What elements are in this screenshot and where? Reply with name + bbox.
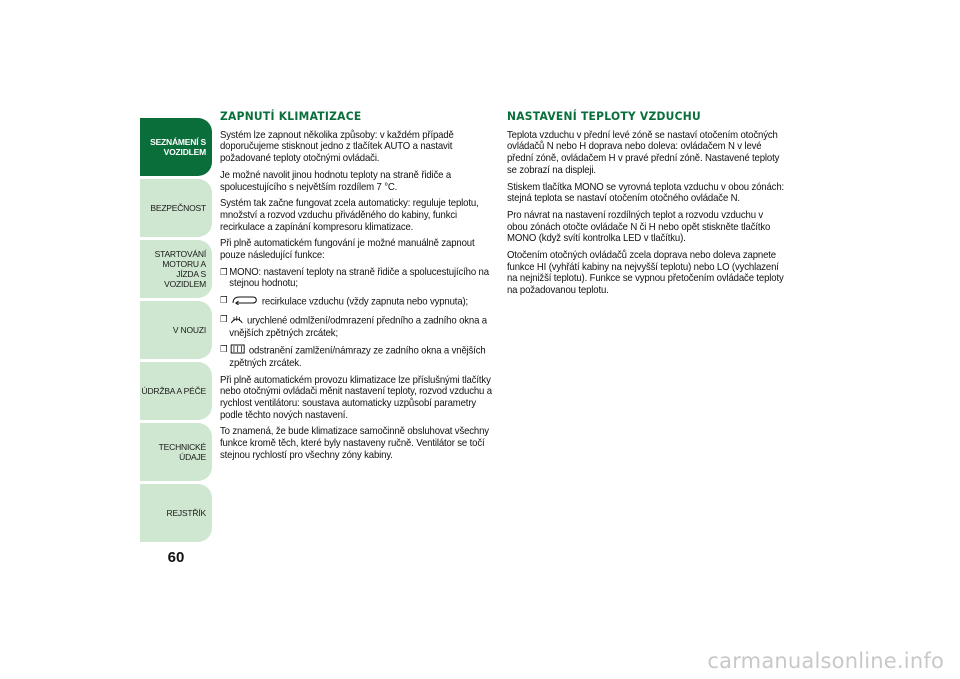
list-item-text: MONO: nastavení teploty na straně řidiče a spolucestujícího na stejnou hodnotu; [229, 266, 489, 290]
right-column [507, 111, 784, 302]
list-item-text: odstranění zamlžení/námrazy ze zadního okna a vnějších zpětných zrcátek. [229, 345, 486, 369]
paragraph: Teplota vzduchu v přední levé zóně se nastaví otočením otočných ovládačů N nebo H doprava nebo doleva: ovládačem N v levé přední zóně, ovládačem H v pravé přední zóně. Nastavené teploty se zobrazí na displeji. [507, 129, 780, 176]
list-item [220, 295, 497, 309]
rear-defrost-icon [230, 344, 245, 358]
recirculation-icon [230, 295, 258, 309]
paragraph: Je možné navolit jinou hodnotu teploty na straně řidiče a spolucestujícího s největším rozdílem 7 °C. [220, 169, 452, 193]
page-number: 60 [167, 549, 185, 566]
tab-rejstrik[interactable] [140, 484, 212, 542]
paragraph: Systém tak začne fungovat zcela automaticky: reguluje teplotu, množství a rozvod vzduchu přiváděného do kabiny, funkci recirkulace a zapínání kompresoru klimatizace. [220, 198, 479, 233]
list-item-text: recirkulace vzduchu (vždy zapnuta nebo vypnuta); [261, 296, 469, 308]
checkbox-bullet-icon: ❒ [220, 313, 228, 324]
tab-label: TECHNICKÉ ÚDAJE [158, 442, 206, 462]
checkbox-bullet-icon: ❒ [220, 266, 228, 277]
checkbox-bullet-icon: ❒ [220, 295, 228, 306]
tab-label: ÚDRŽBA A PÉČE [141, 386, 206, 396]
list-item-text: urychlené odmlžení/odmrazení předního a zadního okna a vnějších zpětných zrcátek; [229, 315, 487, 339]
tab-label: SEZNÁMENÍ S VOZIDLEM [150, 137, 206, 157]
paragraph: Otočením otočných ovládačů zcela doprava nebo doleva zapnete funkce HI (vyhřátí kabiny na nejvyšší teplotu) nebo LO (vychlazení na nejnižší teplotu). Funkce se vypnou přetočením ovládače teploty na požadovanou teplotu. [507, 250, 784, 297]
paragraph: Pro návrat na nastavení rozdílných teplot a rozvodu vzduchu v obou zónách otočte ovládače N či H nebo opět stiskněte tlačítko MONO (když svítí kontrolka LED v tlačítku). [507, 209, 771, 245]
tab-label: BEZPEČNOST [150, 203, 206, 213]
tab-seznameni-s-vozidlem[interactable] [140, 118, 212, 176]
tab-udrzba-a-pece[interactable] [140, 362, 212, 420]
tab-startovani[interactable] [140, 240, 212, 298]
list-item [220, 344, 497, 369]
checkbox-bullet-icon: ❒ [220, 344, 228, 355]
chapter-tabs [140, 118, 212, 545]
tab-bezpecnost[interactable] [140, 179, 212, 237]
list-item [220, 267, 497, 290]
max-defrost-icon [230, 314, 243, 328]
paragraph: Stiskem tlačítka MONO se vyrovná teplota vzduchu v obou zónách: stejná teplota se nastaví otočením otočného ovládače N. [507, 181, 785, 205]
section-heading: NASTAVENÍ TEPLOTY VZDUCHU [507, 109, 701, 123]
watermark: carmanualsonline.info [707, 649, 944, 673]
paragraph: To znamená, že bude klimatizace samočinně obsluhovat všechny funkce kromě těch, které byly nastaveny ručně. Ventilátor se točí stejnou rychlostí pro všechny zóny kabiny. [220, 426, 489, 461]
left-column [220, 111, 497, 467]
paragraph: Při plně automatickém fungování je možné manuálně zapnout pouze následující funkce: [220, 238, 475, 262]
tab-label: REJSTŘÍK [166, 508, 206, 518]
tab-label: V NOUZI [172, 325, 206, 335]
tab-technicke-udaje[interactable] [140, 423, 212, 481]
paragraph: Systém lze zapnout několika způsoby: v každém případě doporučujeme stisknout jedno z tlačítek AUTO a nastavit požadované teploty otočnými ovládači. [220, 129, 454, 165]
list-item [220, 314, 497, 339]
section-heading: ZAPNUTÍ KLIMATIZACE [220, 109, 362, 123]
tab-v-nouzi[interactable] [140, 301, 212, 359]
paragraph: Při plně automatickém provozu klimatizace lze příslušnými tlačítky nebo otočnými ovládači měnit nastavení teploty, rozvod vzduchu a rychlost ventilátoru: soustava automaticky uzpůsobí parametry podle těchto nových nastavení. [220, 374, 492, 421]
tab-label: STARTOVÁNÍ MOTORU A JÍZDA S VOZIDLEM [154, 249, 206, 289]
